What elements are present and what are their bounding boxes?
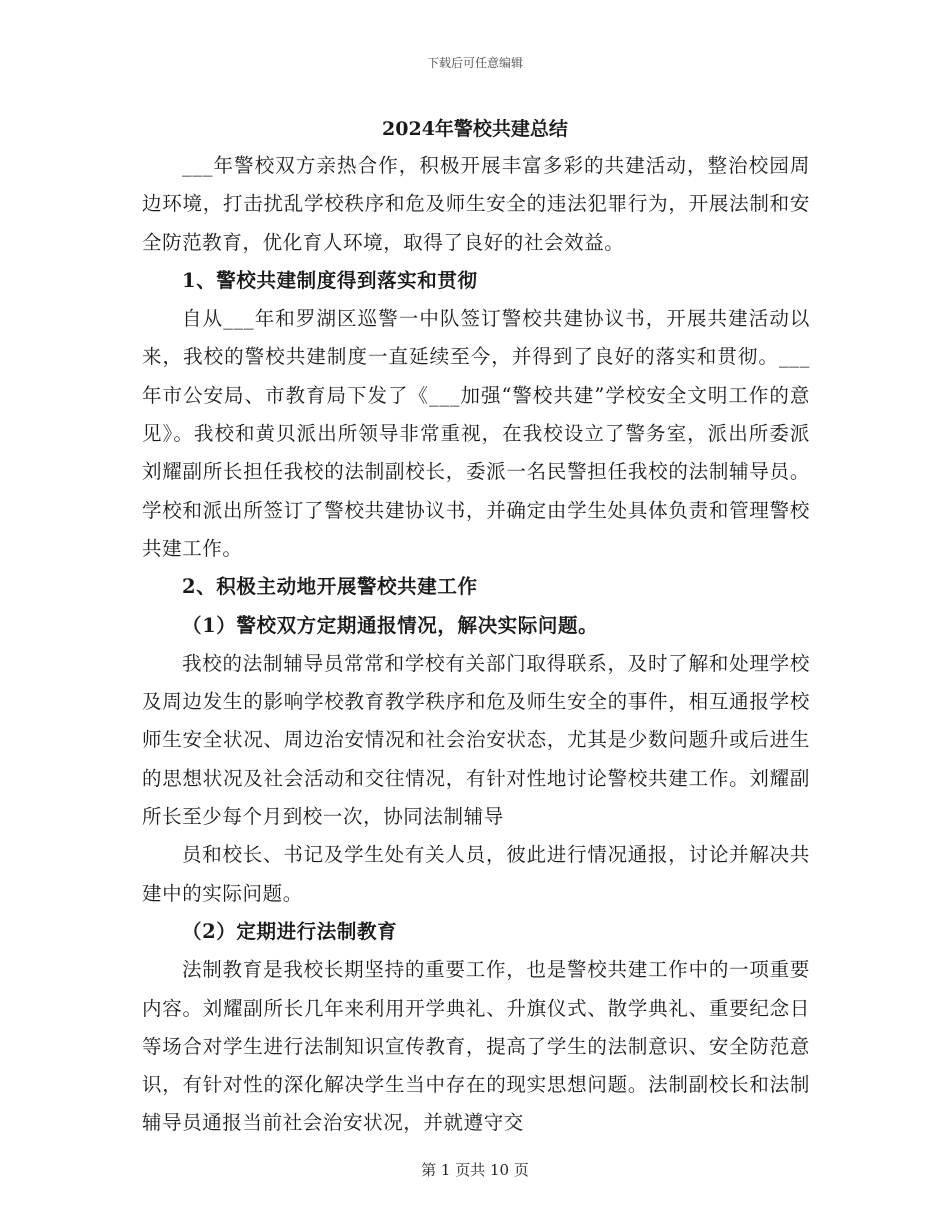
subsection-2-paragraph: 法制教育是我校长期坚持的重要工作，也是警校共建工作中的一项重要内容。刘耀副所长几年来利用开学典礼、升旗仪式、散学典礼、重要纪念日等场合对学生进行法制知识宣传教育，提高了学生的法制意识、安全防范意识，有针对性的深化解决学生当中存在的现实思想问题。法制副校长和法制辅导员通报当前社会治安状况，并就遵守交	[142, 958, 810, 1135]
section-heading-1: 1、警校共建制度得到落实和贯彻	[182, 268, 478, 292]
subsection-1-paragraph: 我校的法制辅导员常常和学校有关部门取得联系，及时了解和处理学校及周边发生的影响学校教育教学秩序和危及师生安全的事件，相互通报学校师生安全状况、周边治安情况和社会治安状态，尤其是少数问题升或后进生的思想状况及社会活动和交往情况，有针对性地讨论警校共建工作。刘耀副所长至少每个月到校一次，协同法制辅导	[142, 651, 810, 829]
subsection-heading-1: （1）警校双方定期通报情况，解决实际问题。	[182, 613, 599, 637]
page-number-footer: 第 1 页共 10 页	[421, 1161, 529, 1179]
intro-paragraph: ___年警校双方亲热合作，积极开展丰富多彩的共建活动，整治校园周边环境，打击扰乱学校秩序和危及师生安全的违法犯罪行为，开展法制和安全防范教育，优化育人环境，取得了良好的社会效益。	[142, 154, 810, 254]
section-1-paragraph: 自从___年和罗湖区巡警一中队签订警校共建协议书，开展共建活动以来，我校的警校共建制度一直延续至今，并得到了良好的落实和贯彻。___年市公安局、市教育局下发了《___加强“警校共建”学校安全文明工作的意见》。我校和黄贝派出所领导非常重视，在我校设立了警务室，派出所委派刘耀副所长担任我校的法制副校长，委派一名民警担任我校的法制辅导员。学校和派出所签订了警校共建协议书，并确定由学生处具体负责和管理警校共建工作。	[142, 307, 810, 560]
document-title: 2024年警校共建总结	[382, 118, 568, 140]
subsection-heading-2: （2）定期进行法制教育	[182, 919, 398, 943]
document-body	[142, 147, 810, 1143]
page-header-note: 下载后可任意编辑	[426, 56, 523, 70]
section-heading-2: 2、积极主动地开展警校共建工作	[182, 575, 478, 599]
subsection-1-continuation: 员和校长、书记及学生处有关人员，彼此进行情况通报，讨论并解决共建中的实际问题。	[142, 843, 810, 905]
